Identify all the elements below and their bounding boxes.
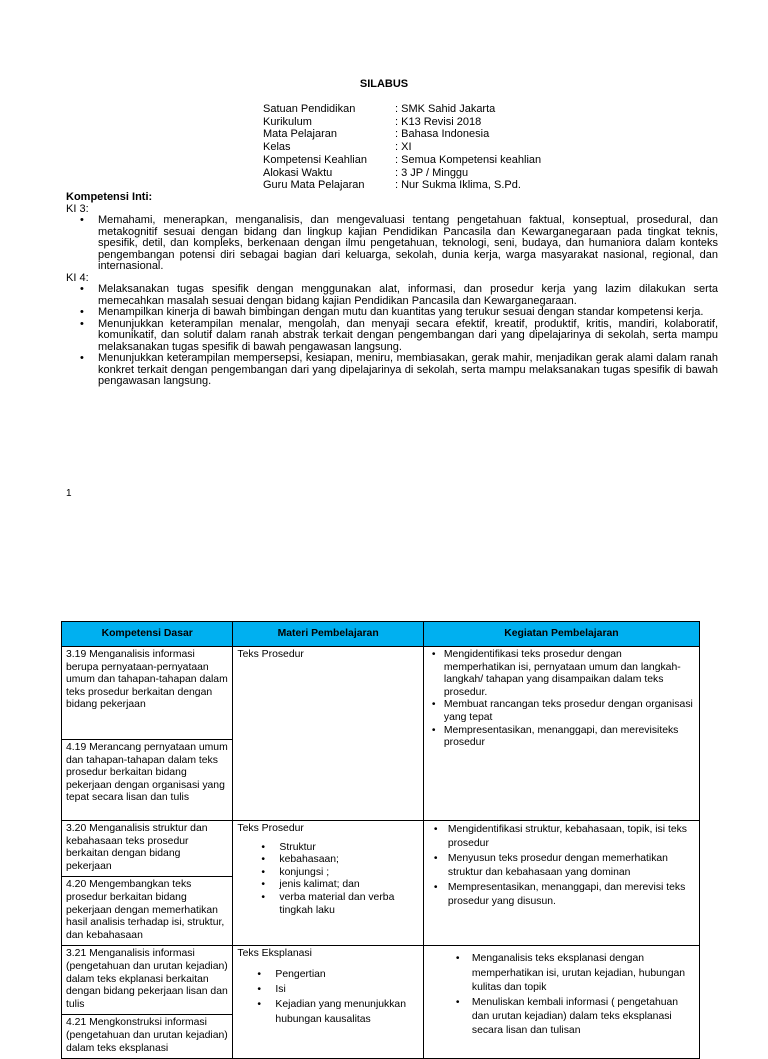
meta-key: Mata Pelajaran bbox=[263, 128, 337, 141]
ki4-item: • Melaksanakan tugas spesifik dengan menggunakan alat, informasi, dan prosedur kerja yang lazim dilakukan serta memecahkan masalah sesuai dengan bidang kajian Pendidikan Pancasila dan Kewarganegaraan. bbox=[98, 284, 718, 307]
meta-value: : SMK Sahid Jakarta bbox=[395, 103, 496, 115]
materi-cell bbox=[233, 647, 423, 821]
materi-cell bbox=[233, 946, 423, 1059]
materi-list bbox=[237, 967, 418, 1027]
table-row bbox=[62, 647, 700, 740]
kd-cell: 4.21 Mengkonstruksi informasi (pengetahuan dan urutan kejadian) dalam teks eksplanasi bbox=[62, 1015, 233, 1059]
kd-cell: 3.20 Menganalisis struktur dan kebahasaan teks prosedur berkaitan dengan bidang pekerjaan bbox=[62, 821, 233, 877]
meta-value: : Nur Sukma Iklima, S.Pd. bbox=[395, 179, 521, 192]
table-header-row bbox=[62, 622, 700, 647]
materi-item: • Kejadian yang menunjukkan hubungan kausalitas bbox=[275, 997, 418, 1027]
kegiatan-item: • Menganalisis teks eksplanasi dengan memperhatikan isi, urutan kejadian, hubungan kulitas dan topik bbox=[472, 952, 695, 995]
document-title: SILABUS bbox=[359, 78, 409, 90]
materi-title: Teks Prosedur bbox=[237, 823, 304, 834]
kegiatan-item: • Menuliskan kembali informasi ( pengetahuan dan urutan kejadian) dalam teks eksplanasi secara lisan dan tulisan bbox=[472, 996, 695, 1039]
syllabus-table bbox=[61, 621, 700, 1059]
kegiatan-item: • Mengidentifikasi struktur, kebahasaan, topik, isi teks prosedur bbox=[448, 823, 695, 852]
meta-value: : 3 JP / Minggu bbox=[395, 166, 469, 179]
meta-row bbox=[263, 103, 541, 116]
syllabus-metadata bbox=[263, 103, 541, 192]
materi-item: • konjungsi ; bbox=[279, 867, 418, 880]
table-row bbox=[62, 821, 700, 877]
kegiatan-list bbox=[428, 649, 695, 750]
kd-cell: 4.19 Merancang pernyataan umum dan tahapan-tahapan dalam teks prosedur berkaitan bidang pekerjaan dengan organisasi yang tepat secara lisan dan tulis bbox=[62, 740, 233, 821]
meta-row bbox=[263, 141, 541, 154]
kegiatan-cell bbox=[423, 821, 699, 946]
meta-key: Satuan Pendidikan bbox=[263, 103, 356, 115]
kompetensi-inti-heading: Kompetensi Inti: bbox=[66, 191, 153, 203]
meta-key: Guru Mata Pelajaran bbox=[263, 179, 365, 192]
ki3-label: KI 3: bbox=[66, 202, 89, 215]
header-materi-pembelajaran: Materi Pembelajaran bbox=[233, 622, 423, 647]
materi-item: • kebahasaan; bbox=[279, 854, 418, 867]
materi-cell bbox=[233, 821, 423, 946]
kegiatan-item: • Menyusun teks prosedur dengan memerhatikan struktur dan kebahasaan yang dominan bbox=[448, 852, 695, 881]
meta-key: Kompetensi Keahlian bbox=[263, 153, 367, 166]
kd-cell: 4.20 Mengembangkan teks prosedur berkaitan bidang pekerjaan dengan memerhatikan hasil analisis terhadap isi, struktur, dan kebahasaan bbox=[62, 877, 233, 946]
meta-row bbox=[263, 167, 541, 180]
ki3-list bbox=[66, 215, 718, 273]
meta-key: Kurikulum bbox=[263, 115, 312, 128]
materi-item: • verba material dan verba tingkah laku bbox=[279, 892, 418, 917]
kegiatan-item: • Mengidentifikasi teks prosedur dengan memperhatikan isi, pernyataan umum dan langkah-langkah/ tahapan yang disampaikan dalam teks prosedur. bbox=[444, 649, 695, 699]
table-row bbox=[62, 946, 700, 1015]
meta-value: : XI bbox=[395, 141, 412, 154]
header-kompetensi-dasar: Kompetensi Dasar bbox=[62, 622, 233, 647]
kegiatan-cell bbox=[423, 946, 699, 1059]
meta-value: : Semua Kompetensi keahlian bbox=[395, 153, 542, 166]
meta-value: : K13 Revisi 2018 bbox=[395, 115, 482, 128]
kegiatan-cell bbox=[423, 647, 699, 821]
meta-value: : Bahasa Indonesia bbox=[395, 128, 490, 141]
kegiatan-list bbox=[428, 823, 695, 909]
materi-item: • Isi bbox=[275, 982, 418, 997]
materi-title: Teks Prosedur bbox=[237, 649, 304, 660]
ki4-item: • Menunjukkan keterampilan mempersepsi, kesiapan, meniru, membiasakan, gerak mahir, menjadikan gerak alami dalam ranah konkret terkait dengan pengembangan dari yang dipelajarinya di sekolah, serta mampu melaksanakan tugas spesifik di bawah pengawasan langsung. bbox=[98, 353, 718, 388]
meta-row bbox=[263, 154, 541, 167]
kd-cell: 3.19 Menganalisis informasi berupa pernyataan-pernyataan umum dan tahapan-tahapan dalam teks prosedur berkaitan dengan bidang pekerjaan bbox=[62, 647, 233, 740]
materi-list bbox=[237, 842, 418, 918]
meta-row bbox=[263, 179, 541, 192]
ki4-label: KI 4: bbox=[66, 271, 89, 284]
kompetensi-inti-section bbox=[66, 192, 718, 388]
materi-title: Teks Eksplanasi bbox=[237, 948, 312, 960]
kegiatan-item: • Membuat rancangan teks prosedur dengan organisasi yang tepat bbox=[444, 699, 695, 724]
meta-row bbox=[263, 116, 541, 129]
page-number: 1 bbox=[66, 488, 72, 499]
meta-key: Kelas bbox=[263, 141, 291, 154]
kegiatan-list bbox=[428, 952, 695, 1038]
kegiatan-item: • Mempresentasikan, menanggapi, dan merevisi teks prosedur yang disusun. bbox=[448, 881, 695, 910]
header-kegiatan-pembelajaran: Kegiatan Pembelajaran bbox=[423, 622, 699, 647]
materi-item: • Pengertian bbox=[275, 967, 418, 982]
materi-item: • jenis kalimat; dan bbox=[279, 879, 418, 892]
meta-key: Alokasi Waktu bbox=[263, 166, 333, 179]
kegiatan-item: • Mempresentasikan, menanggapi, dan merevisiteks prosedur bbox=[444, 725, 695, 750]
ki4-item: • Menunjukkan keterampilan menalar, mengolah, dan menyaji secara efektif, kreatif, produktif, kritis, mandiri, kolaboratif, komunikatif, dan solutif dalam ranah abstrak terkait dengan pengembangan dari yang dipelajarinya di sekolah, serta mampu melaksanakan tugas spesifik di bawah pengawasan langsung. bbox=[98, 319, 718, 354]
ki4-item: • Menampilkan kinerja di bawah bimbingan dengan mutu dan kuantitas yang terukur sesuai dengan standar kompetensi kerja. bbox=[98, 307, 718, 319]
kd-cell: 3.21 Menganalisis informasi (pengetahuan dan urutan kejadian) dalam teks ekplanasi berkaitan dengan bidang pekerjaan lisan dan tulis bbox=[62, 946, 233, 1015]
materi-item: • Struktur bbox=[279, 842, 418, 855]
ki4-list bbox=[66, 284, 718, 388]
meta-row bbox=[263, 128, 541, 141]
ki3-item: • Memahami, menerapkan, menganalisis, dan mengevaluasi tentang pengetahuan faktual, konseptual, prosedural, dan metakognitif sesuai dengan bidang dan lingkup kajian Pendidikan Pancasila dan Kewarganegaraan pada tingkat teknis, spesifik, detil, dan kompleks, berkenaan dengan ilmu pengetahuan, teknologi, seni, budaya, dan humaniora dalam konteks pengembangan potensi diri sebagai bagian dari keluarga, sekolah, dunia kerja, warga masyarakat nasional, regional, dan internasional. bbox=[98, 215, 718, 273]
